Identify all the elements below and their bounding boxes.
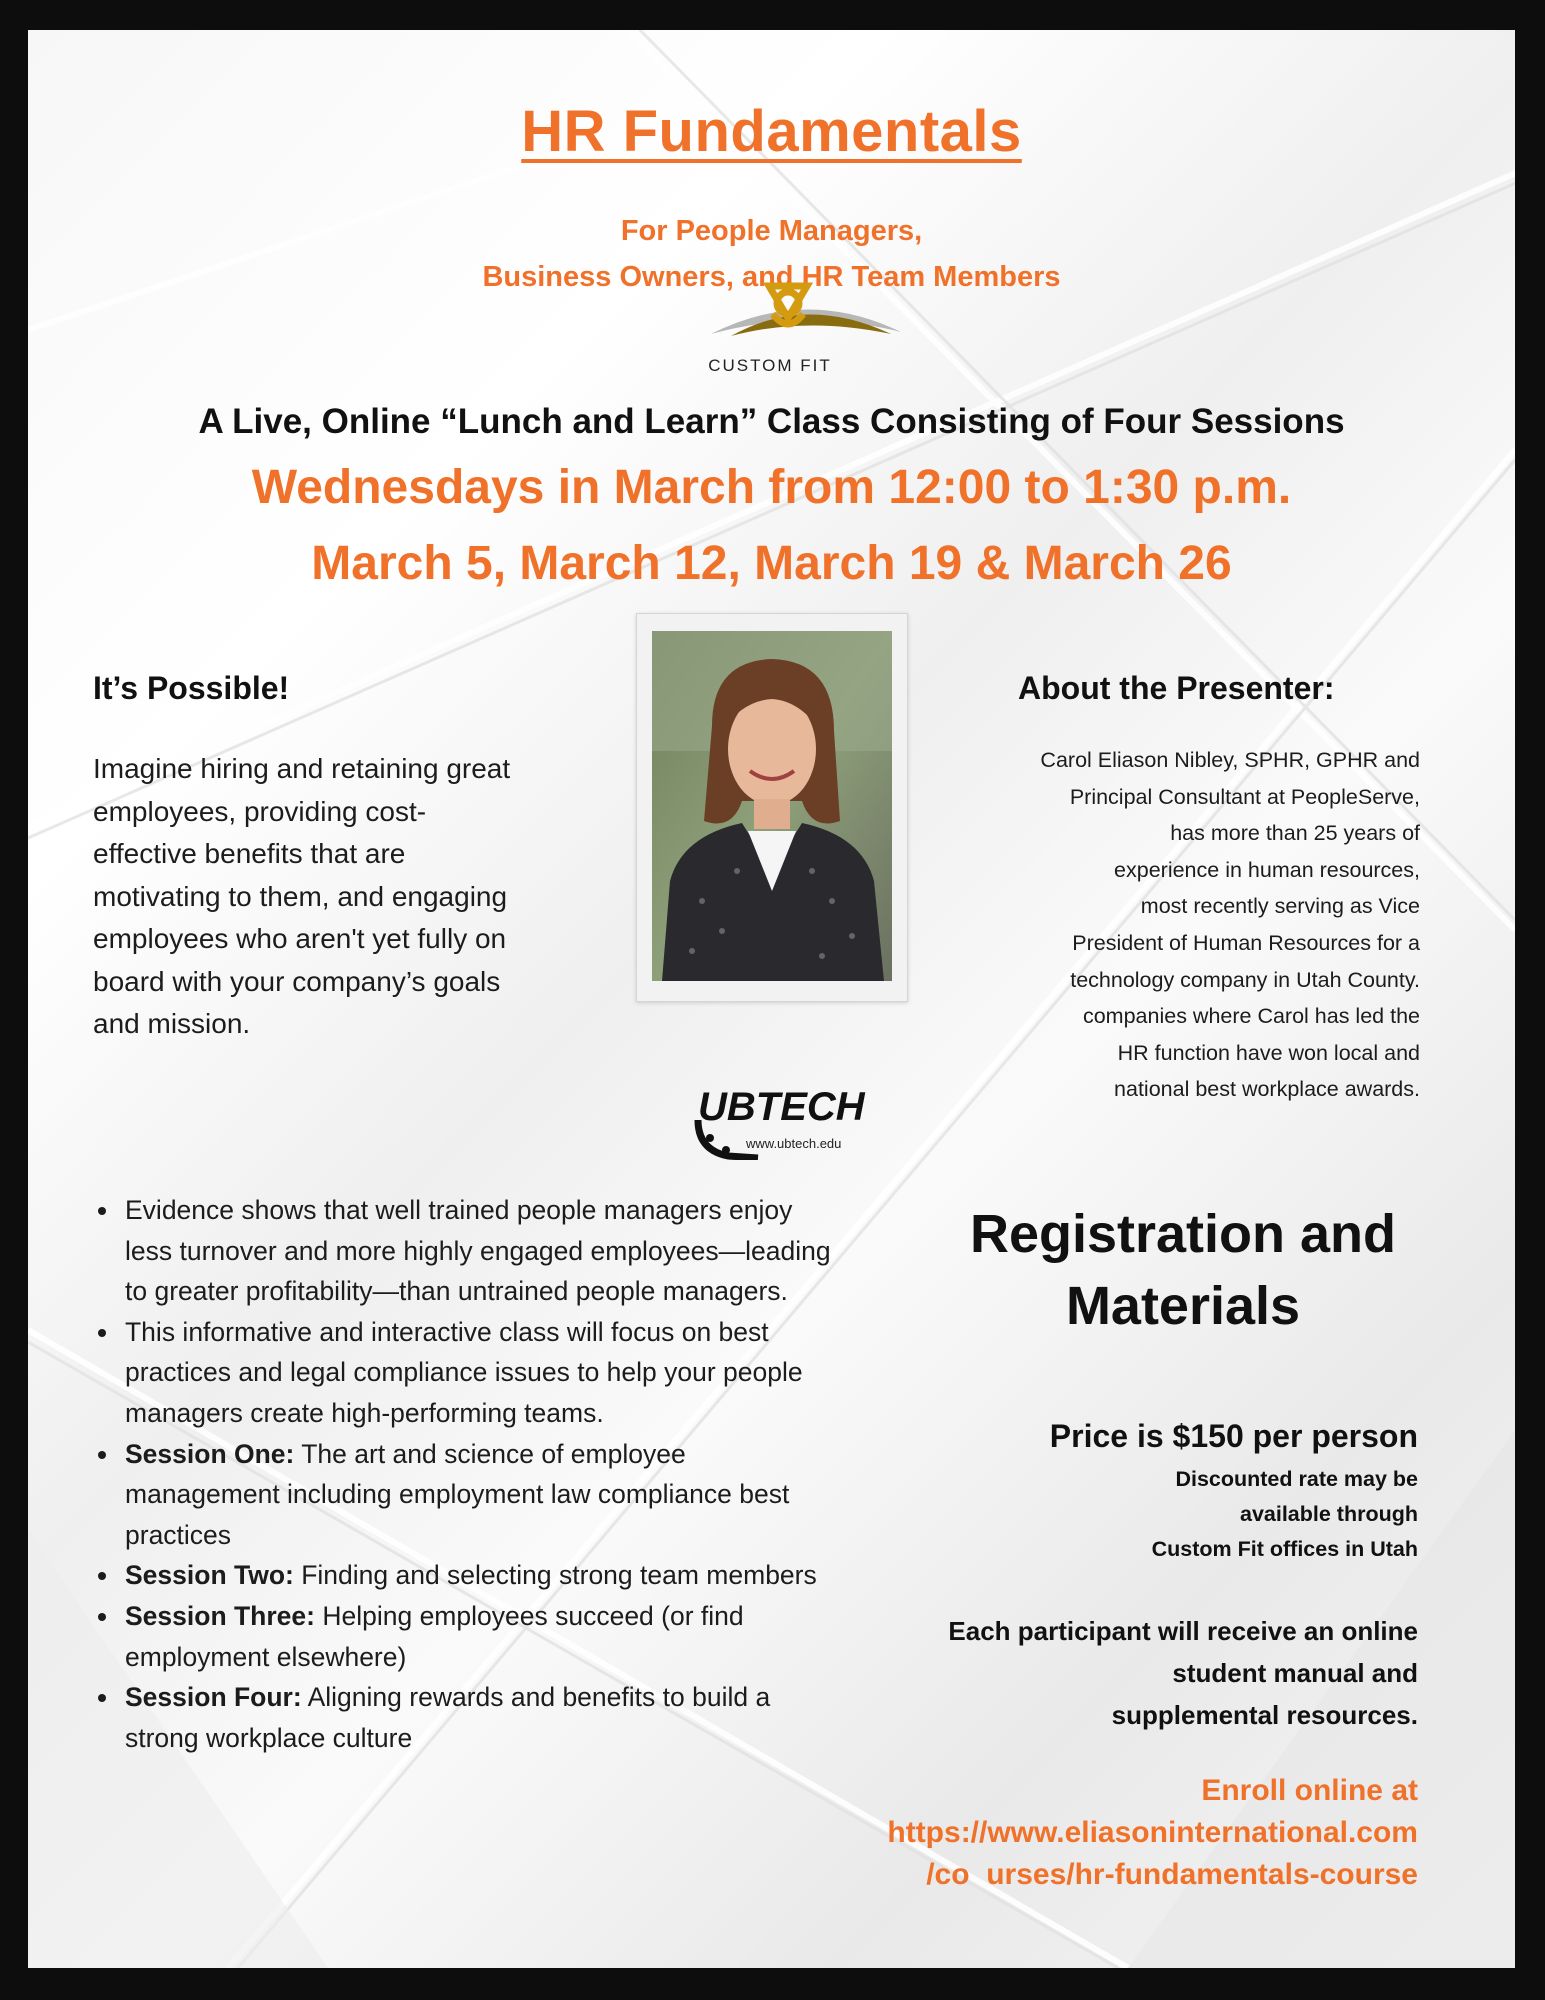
bio-line: Carol Eliason Nibley, SPHR, GPHR and [1040,748,1420,772]
registration-heading-line-1: Registration and [969,1204,1397,1264]
participant-line: student manual and [1172,1658,1418,1688]
intro-line: and mission. [93,1008,251,1039]
bio-line: companies where Carol has led the [1082,1004,1420,1029]
event-schedule: Wednesdays in March from 12:00 to 1:30 p.m. [251,461,1292,514]
presenter-photo-frame [636,613,908,1002]
participant-line: Each participant will receive an online [948,1616,1418,1646]
event-headline: A Live, Online “Lunch and Learn” Class Consisting of Four Sessions [198,402,1345,441]
subtitle-line-2: Business Owners, and HR Team Members [482,261,1061,293]
presenter-heading: About the Presenter: [1018,670,1335,706]
list-item: • Evidence shows that well trained people managers enjoy less turnover and more highly engaged employees—leading to greater profitability—than untrained people managers. [121,1190,841,1312]
event-dates: March 5, March 12, March 19 & March 26 [311,537,1232,590]
discount-note [1018,1462,1418,1567]
enroll-label: Enroll online at [1201,1774,1418,1807]
enroll-link[interactable]: https://www.eliasoninternational.com [887,1816,1418,1849]
discount-line: Custom Fit offices in Utah [1151,1537,1418,1561]
discount-line: available through [1239,1502,1418,1526]
registration-heading [908,1198,1458,1342]
bio-line: has more than 25 years of [1170,821,1420,846]
intro-line: employees who aren't yet fully on [93,923,507,954]
intro-line: board with your company’s goals [93,965,501,997]
price: Price is $150 per person [1049,1418,1418,1454]
list-item: • Session Two: Finding and selecting strong team members [121,1555,841,1596]
flyer-page [28,30,1515,1968]
intro-line: effective benefits that are [93,838,406,869]
discount-line: Discounted rate may be [1175,1467,1418,1491]
presenter-photo [652,631,892,981]
list-item: • Session Four: Aligning rewards and benefits to build a strong workplace culture [121,1677,841,1758]
custom-fit-logo-text: CUSTOM FIT [708,356,832,375]
intro-line: employees, providing cost- [93,795,427,827]
ubtech-url: www.ubtech.edu [746,1136,842,1151]
list-item: • Session Three: Helping employees succeed (or find employment elsewhere) [121,1596,841,1677]
bio-line: technology company in Utah County. [1070,967,1420,992]
list-item: • Session One: The art and science of employee management including employment law compliance best practices [121,1434,841,1556]
bio-line: Principal Consultant at PeopleServe, [1069,784,1420,809]
intro-line: Imagine hiring and retaining great [93,753,511,784]
ubtech-logo-text: UBTECH [698,1085,865,1129]
bio-line: President of Human Resources for a [1072,930,1420,955]
bio-line: HR function have won local and [1117,1040,1420,1065]
page-title: HR Fundamentals [521,99,1022,164]
bio-line: national best workplace awards. [1114,1077,1420,1102]
list-item: • This informative and interactive class will focus on best practices and legal compliance issues to help your people managers create high-performing teams. [121,1312,841,1434]
participant-note [858,1610,1418,1736]
intro-heading: It’s Possible! [93,670,290,706]
registration-heading-line-2: Materials [1065,1276,1301,1336]
intro-line: motivating to them, and engaging [93,880,508,912]
session-list [73,1190,841,1758]
presenter-bio [988,742,1420,1108]
bio-line: most recently serving as Vice [1140,894,1420,919]
enroll-link-continued[interactable]: /co urses/hr-fundamentals-course [926,1858,1418,1891]
participant-line: supplemental resources. [1111,1700,1418,1730]
enroll-info [828,1770,1418,1896]
intro-paragraph [93,748,583,1046]
subtitle-line-1: For People Managers, [620,215,923,247]
bio-line: experience in human resources, [1114,857,1420,882]
